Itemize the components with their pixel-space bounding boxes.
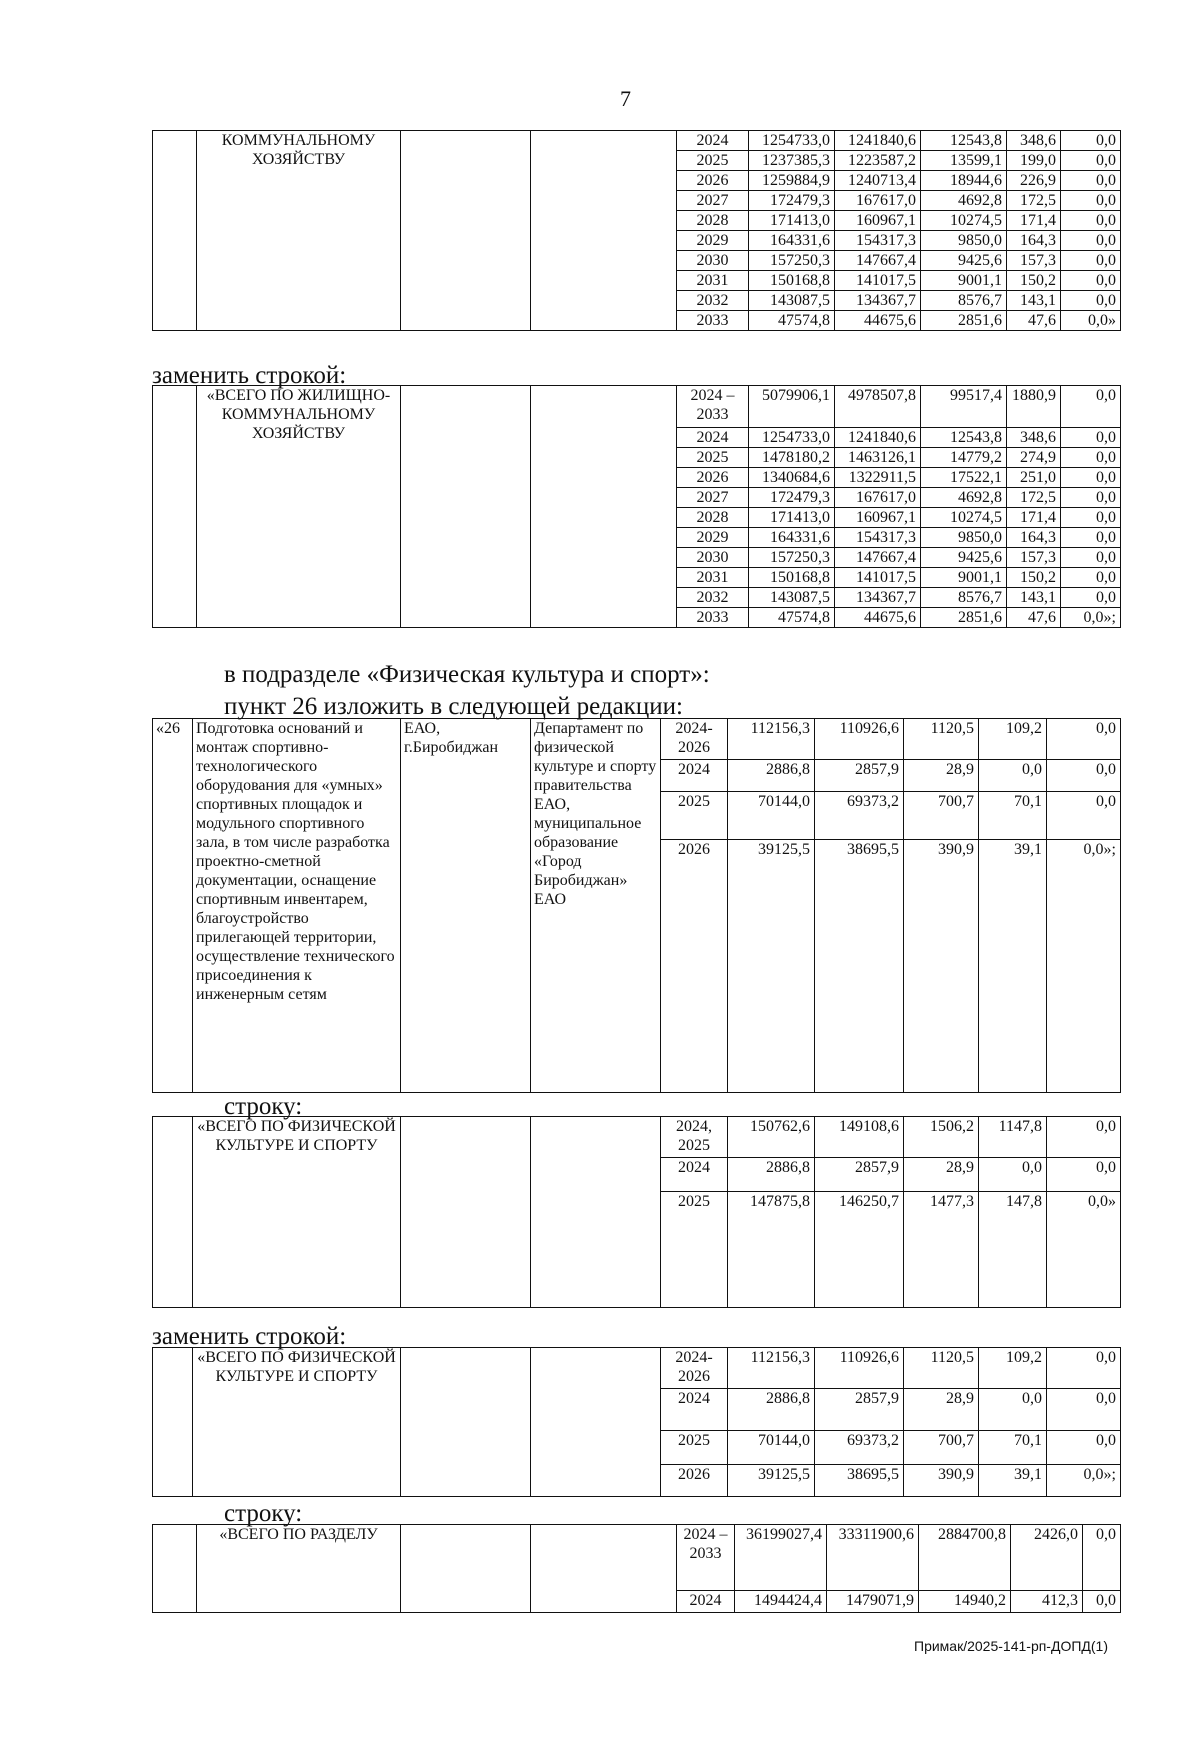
value-cell-total: 1254733,0 [749,428,835,448]
year-cell: 2024 – 2033 [677,386,749,428]
value-cell-c1: 110926,6 [815,1348,904,1389]
value-cell-c2: 12543,8 [921,131,1007,151]
table-sport-total-old [152,1116,1121,1308]
value-cell-c1: 1240713,4 [835,171,921,191]
value-cell-c3: 171,4 [1007,211,1061,231]
value-cell-total: 143087,5 [749,291,835,311]
value-cell-c2: 13599,1 [921,151,1007,171]
value-cell-total: 2886,8 [728,1158,815,1192]
year-cell: 2031 [677,271,749,291]
row-heading-1: строку: [224,1093,303,1120]
value-cell-c3: 157,3 [1007,251,1061,271]
value-cell-c1: 2857,9 [815,1158,904,1192]
value-cell-c3: 412,3 [1011,1591,1083,1613]
value-cell-c4: 0,0 [1061,211,1121,231]
value-cell-c3: 147,8 [979,1192,1047,1308]
executor-cell [531,131,677,331]
value-cell-c2: 10274,5 [921,211,1007,231]
value-cell-c3: 164,3 [1007,231,1061,251]
value-cell-c4: 0,0»; [1061,608,1121,628]
value-cell-c1: 167617,0 [835,191,921,211]
value-cell-c3: 150,2 [1007,271,1061,291]
executor-cell [531,1117,661,1308]
year-cell: 2024 [661,1158,728,1192]
place-cell [401,1117,531,1308]
value-cell-c3: 39,1 [979,840,1047,1093]
value-cell-c1: 110926,6 [815,719,904,760]
value-cell-c1: 146250,7 [815,1192,904,1308]
place-cell [401,386,531,628]
value-cell-c2: 28,9 [904,1158,979,1192]
value-cell-c3: 70,1 [979,792,1047,840]
value-cell-c4: 0,0» [1061,311,1121,331]
value-cell-c4: 0,0 [1047,1158,1121,1192]
value-cell-c3: 0,0 [979,1389,1047,1431]
value-cell-total: 70144,0 [728,792,815,840]
value-cell-c1: 141017,5 [835,271,921,291]
value-cell-c4: 0,0 [1061,291,1121,311]
year-cell: 2031 [677,568,749,588]
year-cell: 2030 [677,251,749,271]
value-cell-c4: 0,0»; [1047,840,1121,1093]
year-cell: 2025 [677,151,749,171]
value-cell-total: 39125,5 [728,1465,815,1497]
year-cell: 2029 [677,528,749,548]
value-cell-c1: 134367,7 [835,291,921,311]
value-cell-c2: 12543,8 [921,428,1007,448]
executor-cell: Департамент по физической культуре и спорту правительства ЕАО, муниципальное образование «Город Биробиджан» ЕАО [531,719,661,1093]
value-cell-c3: 348,6 [1007,428,1061,448]
value-cell-c1: 33311900,6 [827,1525,919,1591]
row-label-cell: «ВСЕГО ПО РАЗДЕЛУ [197,1525,401,1613]
value-cell-c1: 2857,9 [815,1389,904,1431]
place-cell [401,1348,531,1497]
value-cell-c3: 143,1 [1007,291,1061,311]
value-cell-c3: 143,1 [1007,588,1061,608]
value-cell-c3: 251,0 [1007,468,1061,488]
row-number-cell [153,1117,193,1308]
value-cell-c1: 1322911,5 [835,468,921,488]
value-cell-c4: 0,0 [1083,1591,1121,1613]
value-cell-c4: 0,0 [1061,568,1121,588]
value-cell-c2: 1477,3 [904,1192,979,1308]
value-cell-total: 157250,3 [749,548,835,568]
row-number-cell [153,1348,193,1497]
year-cell: 2025 [661,1431,728,1465]
value-cell-c3: 150,2 [1007,568,1061,588]
value-cell-c2: 8576,7 [921,291,1007,311]
value-cell-c4: 0,0 [1047,1348,1121,1389]
value-cell-total: 2886,8 [728,1389,815,1431]
year-cell: 2024 [661,760,728,792]
row-number-cell: «26 [153,719,193,1093]
value-cell-c4: 0,0 [1061,468,1121,488]
value-cell-c3: 172,5 [1007,191,1061,211]
value-cell-c2: 390,9 [904,840,979,1093]
place-cell [401,131,531,331]
value-cell-c4: 0,0 [1061,588,1121,608]
value-cell-total: 147875,8 [728,1192,815,1308]
value-cell-total: 112156,3 [728,1348,815,1389]
value-cell-total: 47574,8 [749,311,835,331]
value-cell-c2: 8576,7 [921,588,1007,608]
value-cell-c3: 0,0 [979,1158,1047,1192]
value-cell-c1: 160967,1 [835,211,921,231]
value-cell-c2: 2851,6 [921,608,1007,628]
value-cell-c3: 109,2 [979,1348,1047,1389]
value-cell-c3: 1147,8 [979,1117,1047,1158]
value-cell-total: 1494424,4 [735,1591,827,1613]
value-cell-c3: 47,6 [1007,311,1061,331]
year-cell: 2024, 2025 [661,1117,728,1158]
value-cell-c1: 160967,1 [835,508,921,528]
value-cell-c2: 9425,6 [921,251,1007,271]
year-cell: 2027 [677,191,749,211]
value-cell-c2: 2884700,8 [919,1525,1011,1591]
year-cell: 2028 [677,211,749,231]
value-cell-c1: 1223587,2 [835,151,921,171]
value-cell-c3: 47,6 [1007,608,1061,628]
value-cell-c1: 167617,0 [835,488,921,508]
value-cell-c4: 0,0 [1061,131,1121,151]
footer-code: Примак/2025-141-рп-ДОПД(1) [914,1638,1108,1654]
year-cell: 2032 [677,291,749,311]
value-cell-c2: 9001,1 [921,271,1007,291]
value-cell-c2: 4692,8 [921,488,1007,508]
value-cell-c4: 0,0» [1047,1192,1121,1308]
value-cell-c3: 157,3 [1007,548,1061,568]
value-cell-total: 150762,6 [728,1117,815,1158]
table-body [153,719,1121,1093]
value-cell-c4: 0,0 [1047,760,1121,792]
value-cell-c1: 38695,5 [815,840,904,1093]
year-cell: 2025 [661,792,728,840]
value-cell-total: 39125,5 [728,840,815,1093]
value-cell-c3: 226,9 [1007,171,1061,191]
value-cell-total: 171413,0 [749,508,835,528]
value-cell-total: 150168,8 [749,271,835,291]
value-cell-c2: 700,7 [904,792,979,840]
table-row [153,1525,1121,1591]
value-cell-total: 172479,3 [749,191,835,211]
value-cell-c4: 0,0 [1047,1389,1121,1431]
table-utilities-tail [152,130,1121,331]
year-cell: 2026 [661,840,728,1093]
value-cell-c4: 0,0 [1061,548,1121,568]
value-cell-c1: 1463126,1 [835,448,921,468]
value-cell-c4: 0,0 [1061,191,1121,211]
value-cell-c1: 147667,4 [835,251,921,271]
value-cell-c4: 0,0 [1061,386,1121,428]
value-cell-c4: 0,0 [1047,792,1121,840]
year-cell: 2024 – 2033 [677,1525,735,1591]
table-item26 [152,718,1121,1093]
value-cell-total: 1340684,6 [749,468,835,488]
table-row [153,1348,1121,1389]
table-row [153,386,1121,428]
year-cell: 2030 [677,548,749,568]
value-cell-c1: 154317,3 [835,528,921,548]
value-cell-c2: 18944,6 [921,171,1007,191]
replace-heading-2: заменить строкой: [152,1323,347,1350]
year-cell: 2024 [661,1389,728,1431]
value-cell-c4: 0,0 [1061,448,1121,468]
value-cell-c1: 141017,5 [835,568,921,588]
value-cell-c2: 17522,1 [921,468,1007,488]
executor-cell [531,1348,661,1497]
value-cell-c1: 154317,3 [835,231,921,251]
year-cell: 2024-2026 [661,1348,728,1389]
value-cell-c1: 149108,6 [815,1117,904,1158]
value-cell-total: 164331,6 [749,528,835,548]
value-cell-c1: 44675,6 [835,311,921,331]
table-body [153,1348,1121,1497]
value-cell-c4: 0,0 [1061,488,1121,508]
value-cell-c2: 28,9 [904,1389,979,1431]
row-label-cell: Подготовка оснований и монтаж спортивно-технологического оборудования для «умных» спортивных площадок и модульного спортивного зала, в том числе разработка проектно-сметной документации, оснащение спортивным инвентарем, благоустройство прилегающей территории, осуществление технического присоединения к инженерным сетям [193,719,401,1093]
value-cell-c4: 0,0 [1061,271,1121,291]
value-cell-c1: 69373,2 [815,792,904,840]
value-cell-c2: 99517,4 [921,386,1007,428]
value-cell-c4: 0,0 [1047,719,1121,760]
year-cell: 2033 [677,311,749,331]
value-cell-c4: 0,0 [1061,171,1121,191]
value-cell-c3: 199,0 [1007,151,1061,171]
value-cell-total: 5079906,1 [749,386,835,428]
value-cell-total: 171413,0 [749,211,835,231]
value-cell-c2: 28,9 [904,760,979,792]
executor-cell [531,1525,677,1613]
value-cell-total: 172479,3 [749,488,835,508]
value-cell-c3: 164,3 [1007,528,1061,548]
value-cell-c2: 14779,2 [921,448,1007,468]
table-sport-total-new [152,1347,1121,1497]
row-number-cell [153,1525,197,1613]
row-label-cell: «ВСЕГО ПО ФИЗИЧЕСКОЙ КУЛЬТУРЕ И СПОРТУ [193,1348,401,1497]
value-cell-total: 143087,5 [749,588,835,608]
value-cell-c4: 0,0 [1047,1117,1121,1158]
value-cell-c2: 9850,0 [921,231,1007,251]
value-cell-c1: 69373,2 [815,1431,904,1465]
year-cell: 2029 [677,231,749,251]
table-body [153,1525,1121,1613]
value-cell-c2: 4692,8 [921,191,1007,211]
value-cell-c1: 44675,6 [835,608,921,628]
year-cell: 2024 [677,428,749,448]
row-label-cell: КОММУНАЛЬНОМУ ХОЗЯЙСТВУ [197,131,401,331]
value-cell-c1: 147667,4 [835,548,921,568]
executor-cell [531,386,677,628]
year-cell: 2025 [677,448,749,468]
table-section-total [152,1524,1121,1613]
value-cell-c1: 1241840,6 [835,428,921,448]
value-cell-c2: 9425,6 [921,548,1007,568]
value-cell-c3: 172,5 [1007,488,1061,508]
value-cell-c2: 1120,5 [904,719,979,760]
table-body [153,131,1121,331]
year-cell: 2032 [677,588,749,608]
value-cell-c3: 2426,0 [1011,1525,1083,1591]
value-cell-total: 1254733,0 [749,131,835,151]
value-cell-c3: 171,4 [1007,508,1061,528]
year-cell: 2026 [677,171,749,191]
value-cell-total: 70144,0 [728,1431,815,1465]
value-cell-c4: 0,0 [1061,231,1121,251]
value-cell-c4: 0,0 [1061,151,1121,171]
value-cell-c2: 9850,0 [921,528,1007,548]
value-cell-total: 1478180,2 [749,448,835,468]
table-row [153,131,1121,151]
table-body [153,1117,1121,1308]
row-label-cell: «ВСЕГО ПО ЖИЛИЩНО-КОММУНАЛЬНОМУ ХОЗЯЙСТВУ [197,386,401,628]
value-cell-total: 1259884,9 [749,171,835,191]
item26-heading: пункт 26 изложить в следующей редакции: [224,693,683,720]
year-cell: 2025 [661,1192,728,1308]
year-cell: 2026 [661,1465,728,1497]
value-cell-c2: 700,7 [904,1431,979,1465]
value-cell-c2: 390,9 [904,1465,979,1497]
value-cell-c1: 4978507,8 [835,386,921,428]
value-cell-c4: 0,0 [1061,508,1121,528]
place-cell: ЕАО, г.Биробиджан [401,719,531,1093]
year-cell: 2033 [677,608,749,628]
row-number-cell [153,386,197,628]
value-cell-total: 1237385,3 [749,151,835,171]
value-cell-c2: 10274,5 [921,508,1007,528]
value-cell-c1: 1479071,9 [827,1591,919,1613]
value-cell-c4: 0,0 [1047,1431,1121,1465]
value-cell-c3: 0,0 [979,760,1047,792]
value-cell-c4: 0,0»; [1047,1465,1121,1497]
table-row [153,1117,1121,1158]
row-label-cell: «ВСЕГО ПО ФИЗИЧЕСКОЙ КУЛЬТУРЕ И СПОРТУ [193,1117,401,1308]
value-cell-c2: 2851,6 [921,311,1007,331]
row-number-cell [153,131,197,331]
year-cell: 2028 [677,508,749,528]
value-cell-total: 36199027,4 [735,1525,827,1591]
value-cell-c1: 1241840,6 [835,131,921,151]
value-cell-c3: 1880,9 [1007,386,1061,428]
value-cell-c1: 134367,7 [835,588,921,608]
place-cell [401,1525,531,1613]
value-cell-c3: 348,6 [1007,131,1061,151]
value-cell-c2: 14940,2 [919,1591,1011,1613]
year-cell: 2024-2026 [661,719,728,760]
value-cell-c4: 0,0 [1083,1525,1121,1591]
subsection-heading: в подразделе «Физическая культура и спорт»: [224,661,710,688]
table-housing-total [152,385,1121,628]
value-cell-c4: 0,0 [1061,528,1121,548]
value-cell-c3: 109,2 [979,719,1047,760]
value-cell-c3: 274,9 [1007,448,1061,468]
page-number: 7 [620,86,631,111]
value-cell-c4: 0,0 [1061,251,1121,271]
year-cell: 2024 [677,131,749,151]
value-cell-c4: 0,0 [1061,428,1121,448]
year-cell: 2027 [677,488,749,508]
replace-heading-1: заменить строкой: [152,362,347,389]
row-heading-2: строку: [224,1500,303,1527]
value-cell-total: 150168,8 [749,568,835,588]
value-cell-c1: 2857,9 [815,760,904,792]
year-cell: 2026 [677,468,749,488]
value-cell-total: 164331,6 [749,231,835,251]
value-cell-total: 157250,3 [749,251,835,271]
value-cell-total: 47574,8 [749,608,835,628]
value-cell-c3: 39,1 [979,1465,1047,1497]
value-cell-c2: 1120,5 [904,1348,979,1389]
year-cell: 2024 [677,1591,735,1613]
table-row [153,719,1121,760]
value-cell-total: 2886,8 [728,760,815,792]
value-cell-c3: 70,1 [979,1431,1047,1465]
value-cell-c2: 9001,1 [921,568,1007,588]
table-body [153,386,1121,628]
value-cell-c1: 38695,5 [815,1465,904,1497]
value-cell-total: 112156,3 [728,719,815,760]
value-cell-c2: 1506,2 [904,1117,979,1158]
